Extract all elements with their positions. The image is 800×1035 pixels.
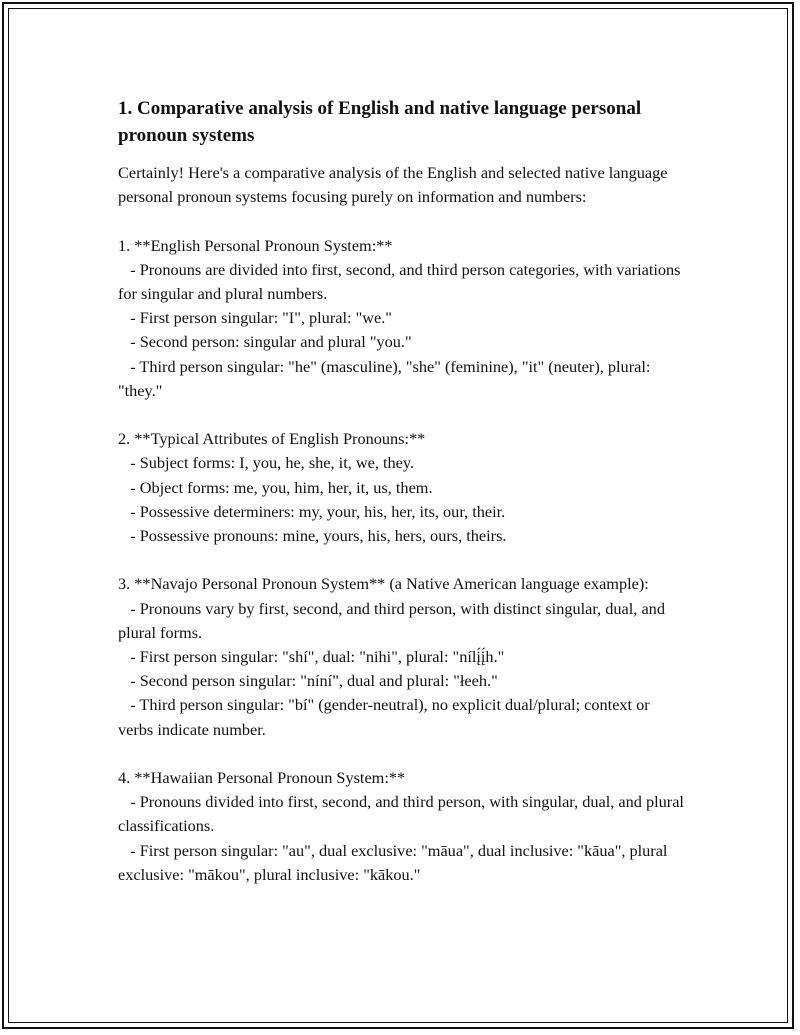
section-heading: 1. **English Personal Pronoun System:** [118,235,393,255]
list-item: - Pronouns vary by first, second, and third person, with distinct singular, dual, and plural forms. [118,598,670,642]
spacer [118,209,688,233]
list-item: - Subject forms: I, you, he, she, it, we, they. [118,453,415,473]
spacer [118,548,688,572]
list-item: - Second person: singular and plural "you." [118,332,412,352]
spacer [118,742,688,766]
list-item: - Pronouns divided into first, second, and third person, with singular, dual, and plural classifications. [118,792,689,836]
list-item: - First person singular: "au", dual exclusive: "māua", dual inclusive: "kāua", plural exclusive: "mākou", plural inclusive: "kākou." [118,840,672,884]
list-item: - Third person singular: "bí" (gender-neutral), no explicit dual/plural; context or verbs indicate number. [118,695,654,739]
spacer [118,403,688,427]
list-item: - Object forms: me, you, him, her, it, us, them. [118,477,433,497]
list-item: - First person singular: "I", plural: "we." [118,308,392,328]
list-item: - Possessive pronouns: mine, yours, his, hers, ours, theirs. [118,526,507,546]
document-body [118,95,688,887]
section-english-attributes [118,427,688,548]
list-item: - Third person singular: "he" (masculine), "she" (feminine), "it" (neuter), plural: "they." [118,356,655,400]
intro-paragraph: Certainly! Here's a comparative analysis of the English and selected native language personal pronoun systems focusing purely on information and numbers: [118,163,672,207]
section-heading: 2. **Typical Attributes of English Pronouns:** [118,429,426,449]
list-item: - Pronouns are divided into first, second, and third person categories, with variations for singular and plural numbers. [118,259,685,303]
section-navajo-system [118,572,688,741]
section-heading: 3. **Navajo Personal Pronoun System** (a Native American language example): [118,574,649,594]
section-hawaiian-system [118,766,688,887]
section-english-system [118,234,688,403]
list-item: - First person singular: "shí", dual: "nihi", plural: "nílį́į́h." [118,647,505,667]
document-title: 1. Comparative analysis of English and native language personal pronoun systems [118,98,642,146]
section-heading: 4. **Hawaiian Personal Pronoun System:** [118,768,406,788]
list-item: - Second person singular: "níní", dual and plural: "łeeh." [118,671,498,691]
list-item: - Possessive determiners: my, your, his, her, its, our, their. [118,501,506,521]
